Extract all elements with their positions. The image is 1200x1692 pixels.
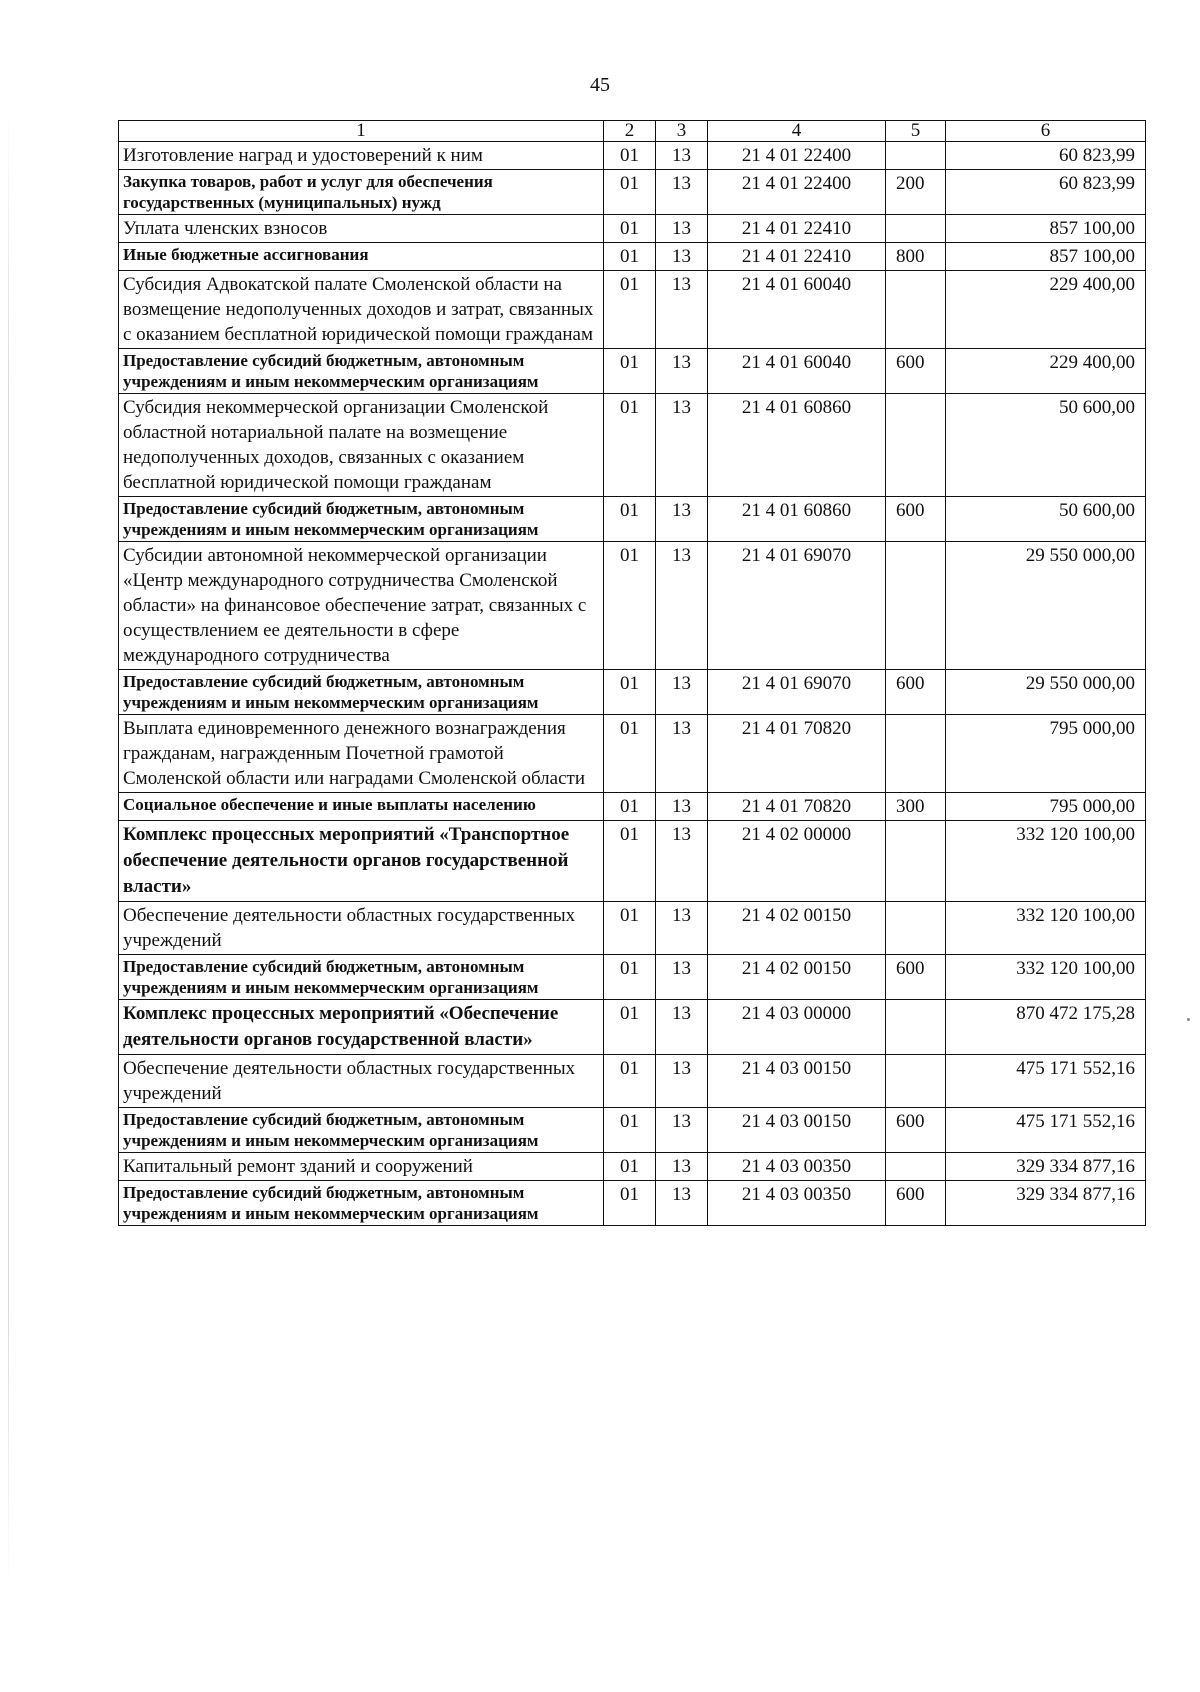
column-header: 2 xyxy=(604,121,656,142)
expense-type-cell xyxy=(886,394,946,497)
row-name-cell: Иные бюджетные ассигнования xyxy=(119,243,604,271)
subsection-cell: 13 xyxy=(656,1108,708,1153)
column-header: 3 xyxy=(656,121,708,142)
table-row xyxy=(119,715,1146,793)
expense-type-cell: 600 xyxy=(886,670,946,715)
section-cell: 01 xyxy=(604,1000,656,1055)
amount-cell: 60 823,99 xyxy=(946,170,1146,215)
budget-table-body xyxy=(119,121,1146,1226)
section-cell: 01 xyxy=(604,1153,656,1181)
table-row xyxy=(119,1181,1146,1226)
table-row xyxy=(119,215,1146,243)
row-name-cell: Субсидия некоммерческой организации Смоленской областной нотариальной палате на возмещение недополученных доходов, связанных с оказанием бесплатной юридической помощи гражданам xyxy=(119,394,604,497)
row-name-cell: Предоставление субсидий бюджетным, автономным учреждениям и иным некоммерческим организациям xyxy=(119,497,604,542)
subsection-cell: 13 xyxy=(656,1181,708,1226)
table-row xyxy=(119,670,1146,715)
row-name-cell: Предоставление субсидий бюджетным, автономным учреждениям и иным некоммерческим организациям xyxy=(119,349,604,394)
amount-cell: 475 171 552,16 xyxy=(946,1055,1146,1108)
expense-type-cell xyxy=(886,1153,946,1181)
section-cell: 01 xyxy=(604,821,656,902)
table-row xyxy=(119,793,1146,821)
target-article-cell: 21 4 01 22400 xyxy=(708,142,886,170)
table-row xyxy=(119,1108,1146,1153)
subsection-cell: 13 xyxy=(656,394,708,497)
subsection-cell: 13 xyxy=(656,1000,708,1055)
row-name-cell: Комплекс процессных мероприятий «Транспортное обеспечение деятельности органов государственной власти» xyxy=(119,821,604,902)
amount-cell: 870 472 175,28 xyxy=(946,1000,1146,1055)
subsection-cell: 13 xyxy=(656,793,708,821)
row-name-cell: Изготовление наград и удостоверений к ним xyxy=(119,142,604,170)
expense-type-cell xyxy=(886,271,946,349)
section-cell: 01 xyxy=(604,670,656,715)
expense-type-cell: 800 xyxy=(886,243,946,271)
target-article-cell: 21 4 02 00150 xyxy=(708,902,886,955)
section-cell: 01 xyxy=(604,243,656,271)
subsection-cell: 13 xyxy=(656,142,708,170)
row-name-cell: Комплекс процессных мероприятий «Обеспечение деятельности органов государственной власти» xyxy=(119,1000,604,1055)
subsection-cell: 13 xyxy=(656,821,708,902)
section-cell: 01 xyxy=(604,215,656,243)
subsection-cell: 13 xyxy=(656,243,708,271)
amount-cell: 795 000,00 xyxy=(946,793,1146,821)
subsection-cell: 13 xyxy=(656,902,708,955)
target-article-cell: 21 4 01 69070 xyxy=(708,542,886,670)
target-article-cell: 21 4 01 60040 xyxy=(708,271,886,349)
target-article-cell: 21 4 01 70820 xyxy=(708,715,886,793)
expense-type-cell xyxy=(886,142,946,170)
section-cell: 01 xyxy=(604,715,656,793)
table-row xyxy=(119,349,1146,394)
section-cell: 01 xyxy=(604,497,656,542)
table-header-row xyxy=(119,121,1146,142)
subsection-cell: 13 xyxy=(656,215,708,243)
target-article-cell: 21 4 01 22410 xyxy=(708,243,886,271)
section-cell: 01 xyxy=(604,1181,656,1226)
amount-cell: 475 171 552,16 xyxy=(946,1108,1146,1153)
section-cell: 01 xyxy=(604,349,656,394)
expense-type-cell xyxy=(886,715,946,793)
table-row xyxy=(119,1055,1146,1108)
scan-edge-shadow xyxy=(8,110,9,1590)
row-name-cell: Выплата единовременного денежного вознаграждения гражданам, награжденным Почетной грамотой Смоленской области или наградами Смоленской области xyxy=(119,715,604,793)
expense-type-cell: 600 xyxy=(886,955,946,1000)
column-header: 4 xyxy=(708,121,886,142)
target-article-cell: 21 4 03 00350 xyxy=(708,1181,886,1226)
row-name-cell: Обеспечение деятельности областных государственных учреждений xyxy=(119,902,604,955)
table-row xyxy=(119,271,1146,349)
column-header: 6 xyxy=(946,121,1146,142)
section-cell: 01 xyxy=(604,902,656,955)
section-cell: 01 xyxy=(604,1055,656,1108)
scan-speck xyxy=(1187,1018,1190,1021)
table-row xyxy=(119,902,1146,955)
column-header: 1 xyxy=(119,121,604,142)
target-article-cell: 21 4 01 22400 xyxy=(708,170,886,215)
row-name-cell: Предоставление субсидий бюджетным, автономным учреждениям и иным некоммерческим организациям xyxy=(119,670,604,715)
subsection-cell: 13 xyxy=(656,542,708,670)
row-name-cell: Предоставление субсидий бюджетным, автономным учреждениям и иным некоммерческим организациям xyxy=(119,1108,604,1153)
target-article-cell: 21 4 03 00150 xyxy=(708,1108,886,1153)
subsection-cell: 13 xyxy=(656,670,708,715)
expense-type-cell xyxy=(886,215,946,243)
table-row xyxy=(119,142,1146,170)
target-article-cell: 21 4 01 22410 xyxy=(708,215,886,243)
expense-type-cell: 600 xyxy=(886,497,946,542)
amount-cell: 50 600,00 xyxy=(946,394,1146,497)
target-article-cell: 21 4 03 00350 xyxy=(708,1153,886,1181)
expense-type-cell xyxy=(886,542,946,670)
expense-type-cell: 200 xyxy=(886,170,946,215)
row-name-cell: Уплата членских взносов xyxy=(119,215,604,243)
amount-cell: 229 400,00 xyxy=(946,349,1146,394)
subsection-cell: 13 xyxy=(656,715,708,793)
section-cell: 01 xyxy=(604,793,656,821)
table-row xyxy=(119,394,1146,497)
expense-type-cell: 600 xyxy=(886,349,946,394)
row-name-cell: Субсидии автономной некоммерческой организации «Центр международного сотрудничества Смоленской области» на финансовое обеспечение затрат, связанных с осуществлением ее деятельности в сфере международного сотрудничества xyxy=(119,542,604,670)
section-cell: 01 xyxy=(604,542,656,670)
target-article-cell: 21 4 02 00000 xyxy=(708,821,886,902)
row-name-cell: Предоставление субсидий бюджетным, автономным учреждениям и иным некоммерческим организациям xyxy=(119,955,604,1000)
row-name-cell: Капитальный ремонт зданий и сооружений xyxy=(119,1153,604,1181)
expense-type-cell xyxy=(886,821,946,902)
budget-table xyxy=(118,120,1146,1226)
amount-cell: 332 120 100,00 xyxy=(946,821,1146,902)
amount-cell: 29 550 000,00 xyxy=(946,670,1146,715)
column-header: 5 xyxy=(886,121,946,142)
table-row xyxy=(119,821,1146,902)
target-article-cell: 21 4 01 69070 xyxy=(708,670,886,715)
table-row xyxy=(119,170,1146,215)
subsection-cell: 13 xyxy=(656,349,708,394)
target-article-cell: 21 4 01 60860 xyxy=(708,394,886,497)
subsection-cell: 13 xyxy=(656,1153,708,1181)
page-number: 45 xyxy=(590,74,610,96)
target-article-cell: 21 4 02 00150 xyxy=(708,955,886,1000)
subsection-cell: 13 xyxy=(656,1055,708,1108)
amount-cell: 795 000,00 xyxy=(946,715,1146,793)
table-row xyxy=(119,955,1146,1000)
row-name-cell: Социальное обеспечение и иные выплаты населению xyxy=(119,793,604,821)
table-row xyxy=(119,542,1146,670)
subsection-cell: 13 xyxy=(656,271,708,349)
amount-cell: 29 550 000,00 xyxy=(946,542,1146,670)
row-name-cell: Обеспечение деятельности областных государственных учреждений xyxy=(119,1055,604,1108)
expense-type-cell: 600 xyxy=(886,1108,946,1153)
subsection-cell: 13 xyxy=(656,170,708,215)
section-cell: 01 xyxy=(604,170,656,215)
amount-cell: 60 823,99 xyxy=(946,142,1146,170)
amount-cell: 332 120 100,00 xyxy=(946,902,1146,955)
section-cell: 01 xyxy=(604,142,656,170)
amount-cell: 50 600,00 xyxy=(946,497,1146,542)
expense-type-cell: 600 xyxy=(886,1181,946,1226)
table-row xyxy=(119,1153,1146,1181)
amount-cell: 857 100,00 xyxy=(946,215,1146,243)
expense-type-cell xyxy=(886,1000,946,1055)
row-name-cell: Предоставление субсидий бюджетным, автономным учреждениям и иным некоммерческим организациям xyxy=(119,1181,604,1226)
expense-type-cell xyxy=(886,1055,946,1108)
amount-cell: 857 100,00 xyxy=(946,243,1146,271)
amount-cell: 332 120 100,00 xyxy=(946,955,1146,1000)
table-row xyxy=(119,497,1146,542)
row-name-cell: Закупка товаров, работ и услуг для обеспечения государственных (муниципальных) нужд xyxy=(119,170,604,215)
target-article-cell: 21 4 01 60040 xyxy=(708,349,886,394)
table-row xyxy=(119,243,1146,271)
section-cell: 01 xyxy=(604,394,656,497)
section-cell: 01 xyxy=(604,955,656,1000)
section-cell: 01 xyxy=(604,1108,656,1153)
table-row xyxy=(119,1000,1146,1055)
section-cell: 01 xyxy=(604,271,656,349)
target-article-cell: 21 4 01 70820 xyxy=(708,793,886,821)
amount-cell: 329 334 877,16 xyxy=(946,1153,1146,1181)
expense-type-cell: 300 xyxy=(886,793,946,821)
amount-cell: 229 400,00 xyxy=(946,271,1146,349)
target-article-cell: 21 4 03 00000 xyxy=(708,1000,886,1055)
row-name-cell: Субсидия Адвокатской палате Смоленской области на возмещение недополученных доходов и затрат, связанных с оказанием бесплатной юридической помощи гражданам xyxy=(119,271,604,349)
subsection-cell: 13 xyxy=(656,955,708,1000)
expense-type-cell xyxy=(886,902,946,955)
subsection-cell: 13 xyxy=(656,497,708,542)
amount-cell: 329 334 877,16 xyxy=(946,1181,1146,1226)
target-article-cell: 21 4 01 60860 xyxy=(708,497,886,542)
target-article-cell: 21 4 03 00150 xyxy=(708,1055,886,1108)
